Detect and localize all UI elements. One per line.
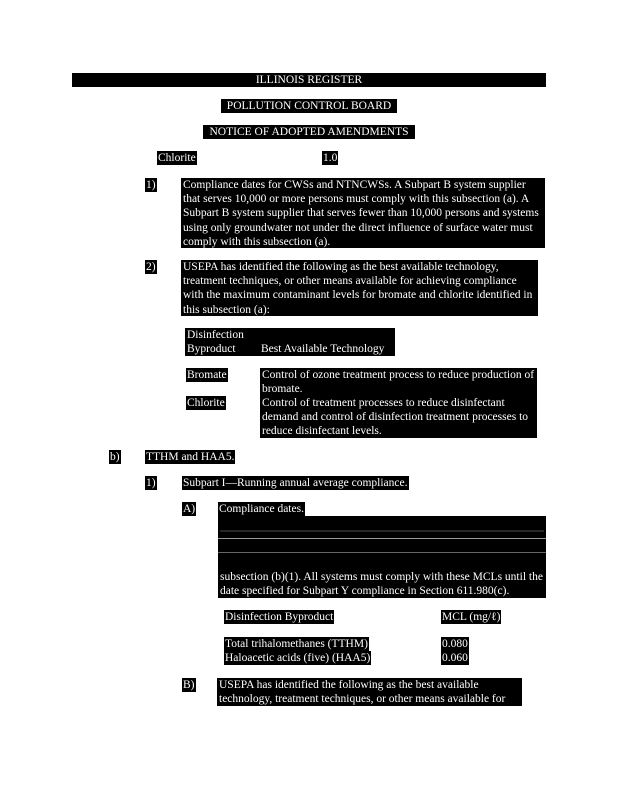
A-prefix: Compliance dates. (219, 503, 304, 515)
bat-row-byproduct: Bromate (187, 369, 227, 381)
mcl-row-value: 0.060 (442, 652, 468, 664)
chlorite-value: 1.0 (323, 152, 338, 164)
A-text-tail: subsection (b)(1). All systems must comply with these MCLs until the date specified for Subpart Y compliance in Section 611.980(c). (218, 570, 546, 598)
chlorite-label: Chlorite (158, 152, 196, 164)
A-redacted-block (218, 516, 546, 570)
notice-title: NOTICE OF ADOPTED AMENDMENTS (203, 125, 415, 139)
mcl-row-byproduct: Haloacetic acids (five) (HAA5) (225, 652, 371, 664)
board-title: POLLUTION CONTROL BOARD (221, 99, 397, 113)
bat-row-byproduct: Chlorite (187, 397, 225, 409)
mcl-row-byproduct: Total trihalomethanes (TTHM) (225, 638, 368, 650)
bat-header-col1-line2: Byproduct (187, 343, 236, 355)
item-ii-label: 2) (146, 261, 156, 273)
item-i-label: 1) (146, 179, 156, 191)
sub1-label: 1) (146, 477, 156, 489)
mcl-header-col1: Disinfection Byproduct (225, 611, 334, 623)
register-title: ILLINOIS REGISTER (72, 73, 546, 87)
bat-header-col1-line1: Disinfection (187, 329, 244, 341)
bat-header-col2: Best Available Technology (261, 343, 385, 355)
B-label: B) (183, 679, 195, 691)
bat-table-header (185, 328, 395, 356)
sub1-title: Subpart I—Running annual average compliance. (183, 477, 408, 489)
mcl-header-col2: MCL (mg/ℓ) (442, 611, 501, 623)
item-i-text: Compliance dates for CWSs and NTNCWSs. A Subpart B system supplier that serves 10,000 or more persons must comply with this subsection (a). A Subpart B system supplier that serves fewer than 10,000 persons and systems using only groundwater not under the direct influence of surface water must comply with this subsection (a). (181, 178, 545, 248)
bat-row-technology: Control of treatment processes to reduce disinfectant demand and control of disinfection treatment processes to reduce disinfectant levels. (260, 396, 537, 438)
item-ii-text: USEPA has identified the following as the best available technology, treatment techniques, or other means available for achieving compliance with the maximum contaminant levels for bromate and chlorite identified in this subsection (a): (181, 260, 538, 316)
A-label: A) (183, 503, 196, 515)
bat-row-technology: Control of ozone treatment process to reduce production of bromate. (260, 368, 537, 396)
section-b-label: b) (110, 451, 120, 463)
mcl-row-value: 0.080 (442, 638, 468, 650)
B-text: USEPA has identified the following as the best available technology, treatment techniques, or other means available for (217, 678, 522, 706)
section-b-title: TTHM and HAA5. (146, 451, 235, 463)
